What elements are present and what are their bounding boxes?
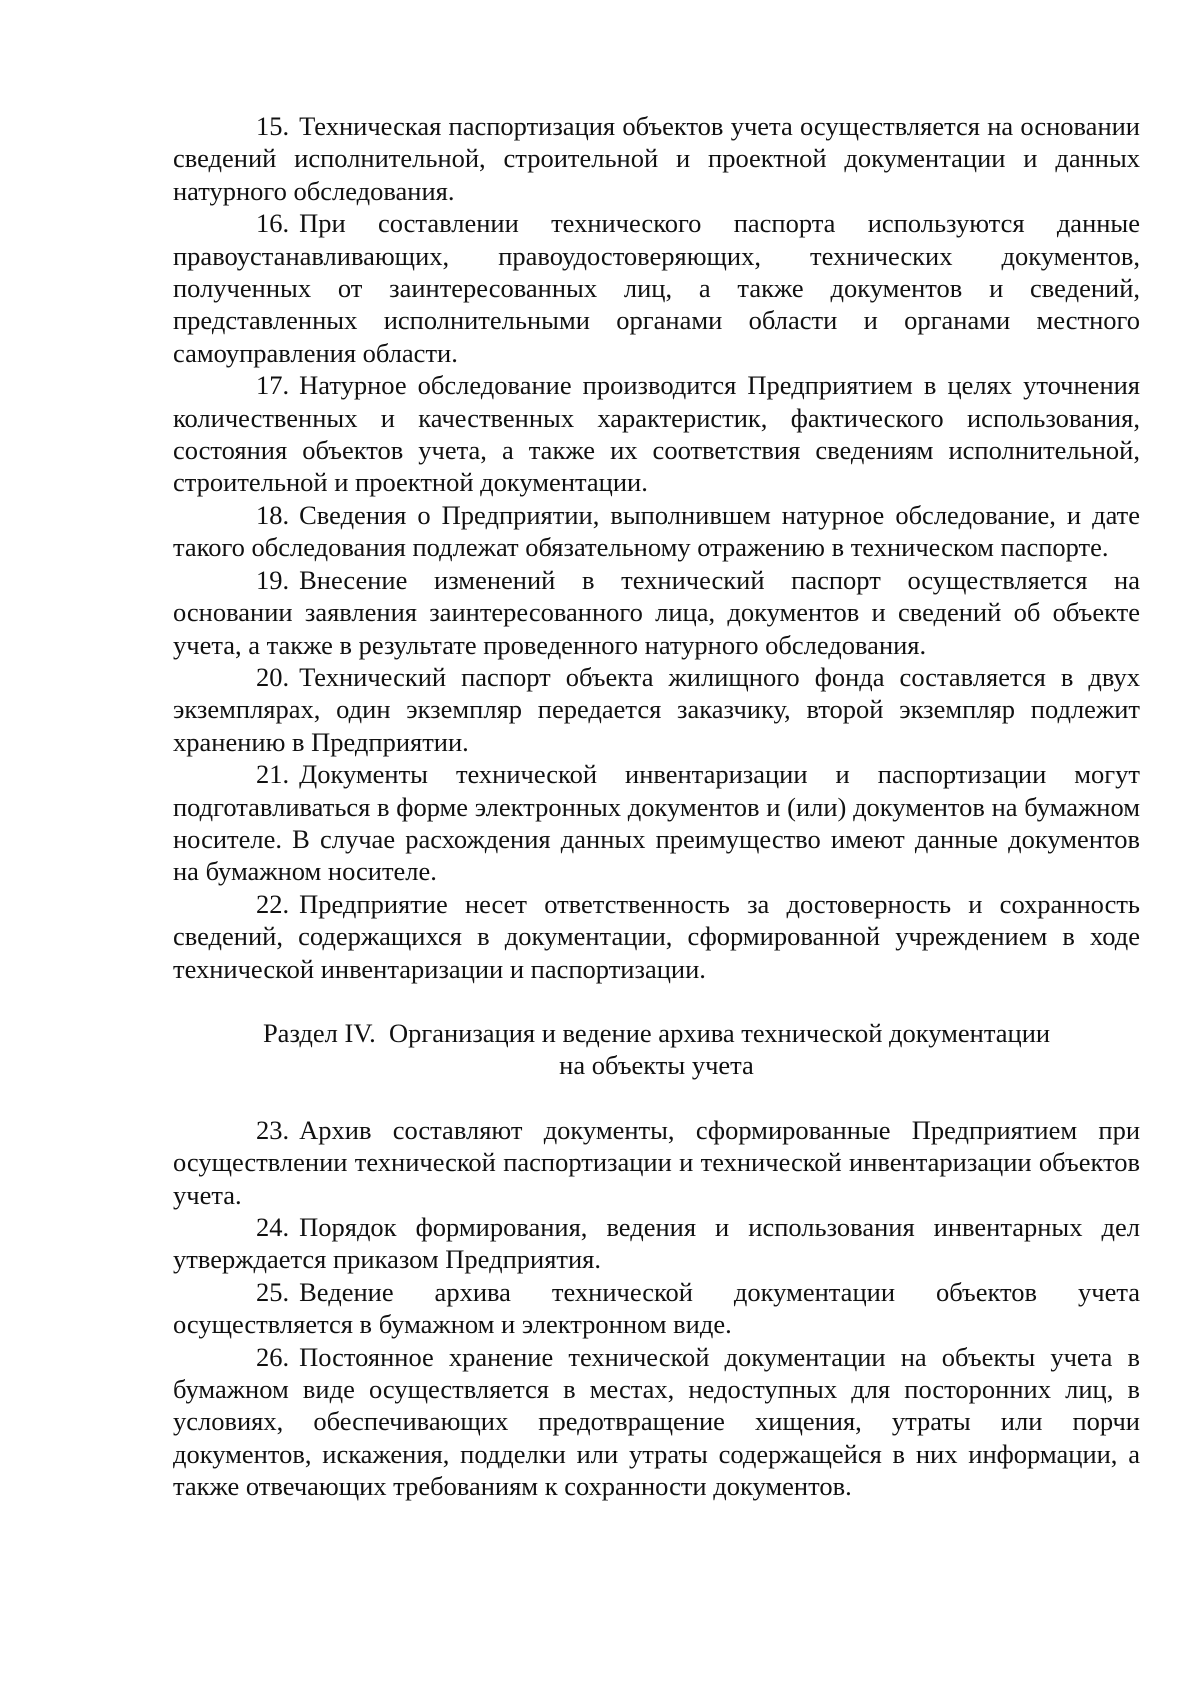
- paragraph-19: [173, 564, 1140, 661]
- paragraph-number: 25.: [256, 1276, 290, 1307]
- paragraph-number: 17.: [256, 370, 290, 401]
- paragraph-22: [173, 888, 1140, 985]
- section-heading-line-2: на объекты учета: [559, 1050, 754, 1081]
- paragraph-text: Предприятие несет ответственность за достоверность и сохранность сведений, содержащихся в документации, сформированной учреждением в ходе технической инвентаризации и паспортизации.: [173, 888, 1140, 984]
- paragraph-25: [173, 1276, 1140, 1341]
- paragraph-26: [173, 1341, 1140, 1503]
- section-heading: [173, 1017, 1140, 1082]
- paragraph-number: 20.: [256, 661, 290, 692]
- paragraph-number: 21.: [256, 759, 290, 790]
- paragraph-text: При составлении технического паспорта используются данные правоустанавливающих, правоудостоверяющих, технических документов, полученных от заинтересованных лиц, а также документов и сведений, представленных исполнительными органами области и органами местного самоуправления области.: [173, 208, 1140, 368]
- paragraph-number: 22.: [256, 888, 290, 919]
- paragraph-text: Постоянное хранение технической документации на объекты учета в бумажном виде осуществляется в местах, недоступных для посторонних лиц, в условиях, обеспечивающих предотвращение хищения, утраты или порчи документов, искажения, подделки или утраты содержащейся в них информации, а также отвечающих требованиям к сохранности документов.: [173, 1341, 1140, 1502]
- paragraph-number: 18.: [256, 499, 290, 530]
- paragraph-number: 15.: [256, 111, 290, 141]
- paragraph-16: [173, 207, 1140, 369]
- paragraph-number: 16.: [256, 208, 290, 239]
- paragraph-text: Сведения о Предприятии, выполнившем натурное обследование, и дате такого обследования подлежат обязательному отражению в техническом паспорте.: [173, 499, 1140, 563]
- paragraph-number: 26.: [256, 1341, 290, 1372]
- paragraph-24: [173, 1211, 1140, 1276]
- paragraph-17: [173, 369, 1140, 499]
- paragraph-text: Архив составляют документы, сформированные Предприятием при осуществлении технической паспортизации и технической инвентаризации объектов учета.: [173, 1114, 1140, 1210]
- paragraph-23: [173, 1114, 1140, 1211]
- paragraph-20: [173, 661, 1140, 758]
- paragraph-number: 19.: [256, 564, 290, 595]
- paragraph-text: Документы технической инвентаризации и паспортизации могут подготавливаться в форме электронных документов и (или) документов на бумажном носителе. В случае расхождения данных преимущество имеют данные документов на бумажном носителе.: [173, 759, 1140, 887]
- paragraph-15: [173, 110, 1140, 207]
- paragraph-text: Технический паспорт объекта жилищного фонда составляется в двух экземплярах, один экземпляр передается заказчику, второй экземпляр подлежит хранению в Предприятии.: [173, 661, 1140, 757]
- paragraph-text: Ведение архива технической документации объектов учета осуществляется в бумажном и электронном виде.: [173, 1276, 1140, 1340]
- document-page: [173, 110, 1140, 1503]
- paragraph-18: [173, 499, 1140, 564]
- paragraph-number: 24.: [256, 1212, 290, 1242]
- section-heading-line-1: Раздел IV. Организация и ведение архива технической документации: [262, 1017, 1051, 1048]
- paragraph-text: Техническая паспортизация объектов учета осуществляется на основании сведений исполнительной, строительной и проектной документации и данных натурного обследования.: [173, 111, 1140, 206]
- paragraph-number: 23.: [256, 1114, 290, 1145]
- paragraph-text: Натурное обследование производится Предприятием в целях уточнения количественных и качественных характеристик, фактического использования, состояния объектов учета, а также их соответствия сведениям исполнительной, строительной и проектной документации.: [173, 370, 1140, 498]
- paragraph-text: Порядок формирования, ведения и использования инвентарных дел утверждается приказом Предприятия.: [173, 1212, 1140, 1275]
- paragraph-text: Внесение изменений в технический паспорт осуществляется на основании заявления заинтересованного лица, документов и сведений об объекте учета, а также в результате проведенного натурного обследования.: [173, 564, 1140, 660]
- paragraph-21: [173, 758, 1140, 888]
